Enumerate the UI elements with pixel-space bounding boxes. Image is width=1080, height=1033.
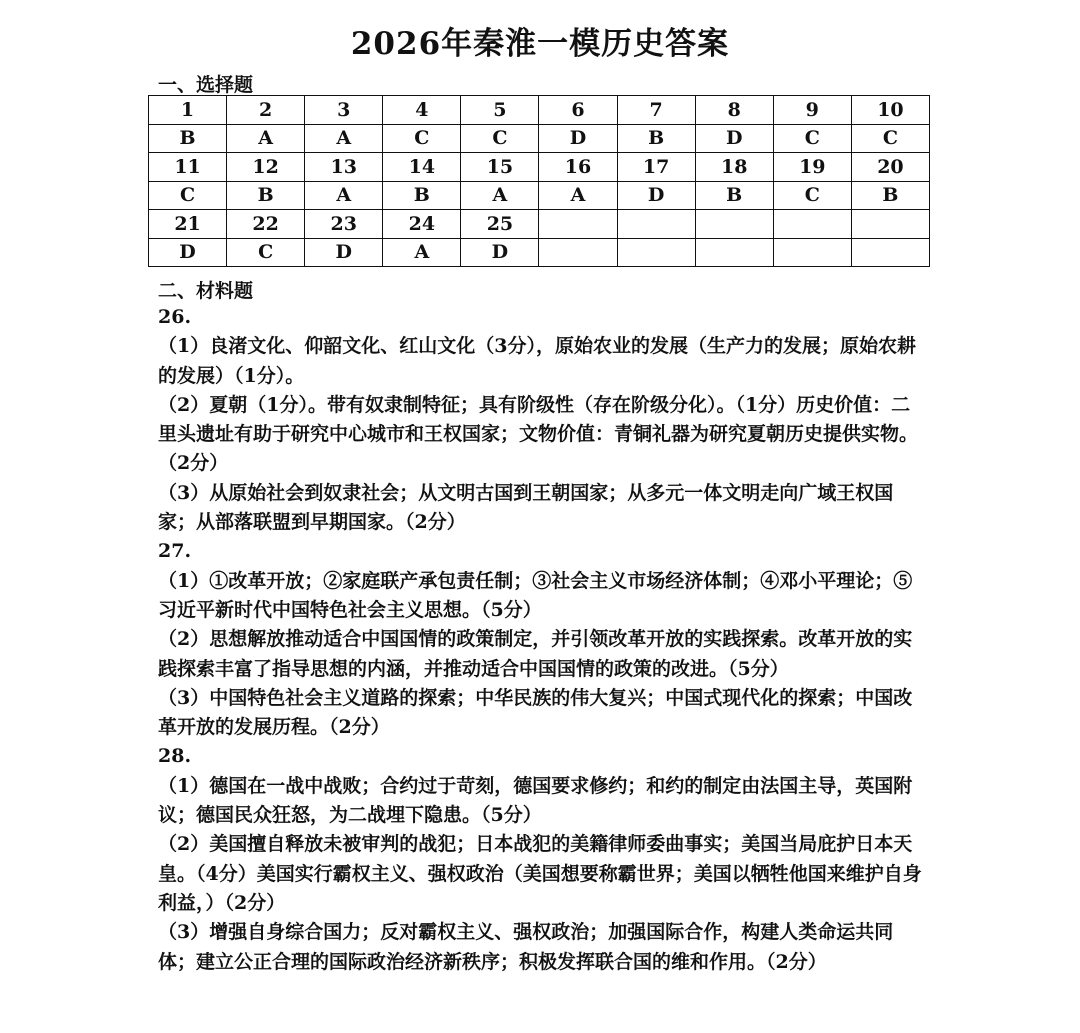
question-block [158,303,928,537]
answer-cell [695,238,773,267]
question-number-cell: 12 [227,153,305,182]
table-row-question-numbers [149,96,930,125]
answer-cell: D [695,124,773,153]
question-number-cell: 18 [695,153,773,182]
answer-cell: D [149,238,227,267]
page-title: 2026年秦淮一模历史答案 [350,26,730,62]
answer-cell: A [383,238,461,267]
answer-table [148,95,930,267]
answer-cell: A [305,181,383,210]
answer-cell: B [383,181,461,210]
question-number-cell: 2 [227,96,305,125]
answer-item: （2）美国擅自释放未被审判的战犯；日本战犯的美籍律师委曲事实；美国当局庇护日本天皇。（4分）美国实行霸权主义、强权政治（美国想要称霸世界；美国以牺牲他国来维护自身利益，）（2分） [158,833,922,914]
answer-cell: D [617,181,695,210]
answer-cell: C [773,124,851,153]
answer-cell: C [461,124,539,153]
question-number-cell [617,210,695,239]
answer-cell: C [773,181,851,210]
question-number-cell: 25 [461,210,539,239]
material-answers [158,303,928,977]
answer-cell: A [461,181,539,210]
question-number-cell: 8 [695,96,773,125]
answer-cell: C [149,181,227,210]
answer-item: （3）增强自身综合国力；反对霸权主义、强权政治；加强国际合作，构建人类命运共同体；建立公正合理的国际政治经济新秩序；积极发挥联合国的维和作用。（2分） [158,921,894,973]
question-number-cell: 20 [851,153,929,182]
answer-item: （1）①改革开放；②家庭联产承包责任制；③社会主义市场经济体制；④邓小平理论；⑤习近平新时代中国特色社会主义思想。（5分） [158,569,913,621]
question-number-cell [695,210,773,239]
question-number-cell: 17 [617,153,695,182]
answer-cell: C [383,124,461,153]
answer-item: （3）中国特色社会主义道路的探索；中华民族的伟大复兴；中国式现代化的探索；中国改革开放的发展历程。（2分） [158,686,913,739]
answer-cell: B [617,124,695,153]
question-number-cell: 9 [773,96,851,125]
answer-item: （1）良渚文化、仰韶文化、红山文化（3分），原始农业的发展（生产力的发展；原始农耕的发展）（1分）。 [158,335,916,387]
answer-cell: D [305,238,383,267]
question-number-cell: 10 [851,96,929,125]
question-number: 27. [158,540,192,563]
question-number-cell: 7 [617,96,695,125]
question-number-cell [539,210,617,239]
table-row-answers [149,181,930,210]
question-number-cell: 22 [227,210,305,239]
answer-item: （3）从原始社会到奴隶社会；从文明古国到王朝国家；从多元一体文明走向广域王权国家；从部落联盟到早期国家。（2分） [158,481,894,534]
answer-cell [539,238,617,267]
question-number-cell: 23 [305,210,383,239]
answer-cell: C [851,124,929,153]
answer-cell: D [539,124,617,153]
question-number-cell: 1 [149,96,227,125]
question-number-cell [773,210,851,239]
answer-cell: B [695,181,773,210]
answer-cell: A [305,124,383,153]
question-number-cell: 14 [383,153,461,182]
answer-cell: A [539,181,617,210]
answer-item: （1）德国在一战中战败；合约过于苛刻，德国要求修约；和约的制定由法国主导，英国附议；德国民众狂怒，为二战埋下隐患。（5分） [158,774,913,827]
answer-cell [773,238,851,267]
question-number: 26. [158,306,192,328]
question-number-cell: 13 [305,153,383,182]
question-number-cell: 21 [149,210,227,239]
answer-cell: B [149,124,227,153]
question-number-cell: 15 [461,153,539,182]
question-number-cell: 24 [383,210,461,239]
table-row-answers [149,238,930,267]
question-number-cell: 11 [149,153,227,182]
answer-cell: C [227,238,305,267]
table-row-answers [149,124,930,153]
question-block [158,742,928,976]
question-number-cell: 16 [539,153,617,182]
answer-item: （2）夏朝（1分）。带有奴隶制特征；具有阶级性（存在阶级分化）。（1分）历史价值：二里头遗址有助于研究中心城市和王权国家；文物价值：青铜礼器为研究夏朝历史提供实物。（2分） [158,393,919,475]
answer-cell: B [227,181,305,210]
table-row-question-numbers [149,210,930,239]
question-number-cell: 4 [383,96,461,125]
section-heading-material: 二、材料题 [158,280,254,302]
question-number-cell: 6 [539,96,617,125]
question-number-cell: 5 [461,96,539,125]
section-heading-multiple-choice: 一、选择题 [158,74,254,96]
question-block [158,537,928,742]
answer-cell: A [227,124,305,153]
table-row-question-numbers [149,153,930,182]
answer-cell [851,238,929,267]
answer-cell: D [461,238,539,267]
answer-cell: B [851,181,929,210]
question-number: 28. [158,745,192,768]
question-number-cell: 19 [773,153,851,182]
answer-item: （2）思想解放推动适合中国国情的政策制定，并引领改革开放的实践探索。改革开放的实践探索丰富了指导思想的内涵，并推动适合中国国情的政策的改进。（5分） [158,628,913,680]
question-number-cell: 3 [305,96,383,125]
answer-cell [617,238,695,267]
question-number-cell [851,210,929,239]
